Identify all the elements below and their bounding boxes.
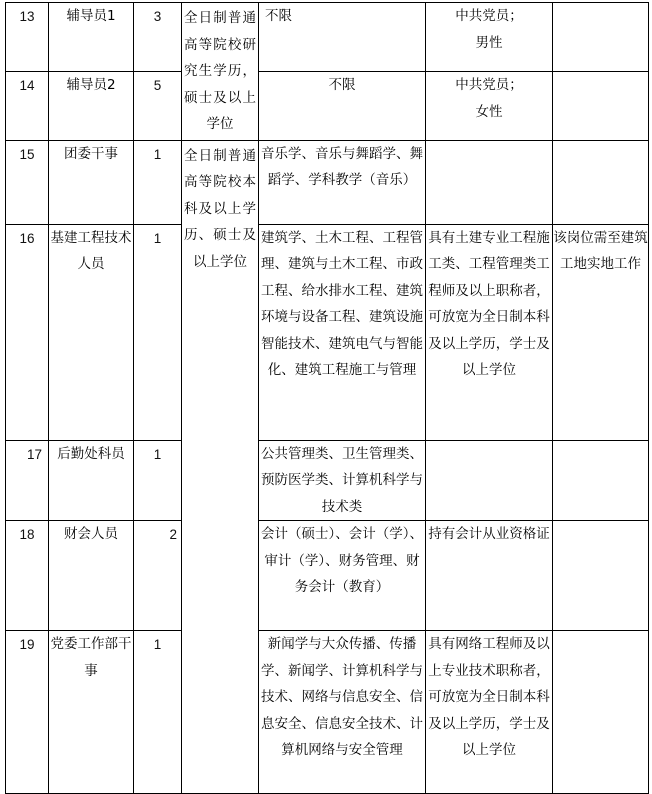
table-row	[6, 521, 649, 631]
education-requirement: 全日制普通高等院校研究生学历，硕士及以上学位	[182, 3, 259, 141]
position-name: 后勤处科员	[49, 440, 134, 521]
row-number: 19	[6, 631, 49, 794]
headcount: 1	[134, 140, 182, 224]
row-number: 13	[6, 3, 49, 72]
position-name: 党委工作部干事	[49, 631, 134, 794]
other-line: 女性	[475, 103, 503, 120]
table-row	[6, 440, 649, 521]
table-row	[6, 140, 649, 224]
other-requirement	[426, 3, 553, 72]
row-number: 15	[6, 140, 49, 224]
major-requirement: 新闻学与大众传播、传播学、新闻学、计算机科学与技术、网络与信息安全、信息安全、信息安全技术、计算机网络与安全管理	[259, 631, 426, 794]
major-requirement: 不限	[259, 3, 426, 72]
position-name: 辅导员1	[49, 3, 134, 72]
recruitment-table	[5, 2, 649, 794]
major-requirement: 音乐学、音乐与舞蹈学、舞蹈学、学科教学（音乐）	[259, 140, 426, 224]
other-line: 中共党员；	[455, 77, 523, 94]
note	[553, 3, 649, 72]
row-number: 18	[6, 521, 49, 631]
major-requirement: 公共管理类、卫生管理类、预防医学类、计算机科学与技术类	[259, 440, 426, 521]
note	[553, 440, 649, 521]
headcount: 1	[134, 631, 182, 794]
note: 该岗位需至建筑工地实地工作	[553, 224, 649, 440]
table-row	[6, 224, 649, 440]
other-line: 中共党员；	[455, 8, 523, 24]
headcount: 3	[134, 3, 182, 72]
headcount: 5	[134, 72, 182, 140]
headcount: 1	[134, 224, 182, 440]
headcount: 1	[134, 440, 182, 521]
position-name: 基建工程技术人员	[49, 224, 134, 440]
position-name: 辅导员2	[49, 72, 134, 140]
other-requirement	[426, 72, 553, 140]
row-number: 17	[6, 440, 49, 521]
major-requirement: 不限	[259, 72, 426, 140]
major-requirement: 会计（硕士）、会计（学）、审计（学）、财务管理、财务会计（教育）	[259, 521, 426, 631]
education-requirement: 全日制普通高等院校本科及以上学历、硕士及以上学位	[182, 140, 259, 794]
note	[553, 521, 649, 631]
headcount: 2	[134, 521, 182, 631]
other-line: 男性	[475, 34, 503, 51]
table-row	[6, 72, 649, 140]
table-row	[6, 631, 649, 794]
other-requirement: 持有会计从业资格证	[426, 521, 553, 631]
other-requirement: 具有土建专业工程施工类、工程管理类工程师及以上职称者，可放宽为全日制本科及以上学历，学士及以上学位	[426, 224, 553, 440]
other-requirement	[426, 440, 553, 521]
position-name: 财会人员	[49, 521, 134, 631]
note	[553, 140, 649, 224]
row-number: 16	[6, 224, 49, 440]
table-row	[6, 3, 649, 72]
position-name: 团委干事	[49, 140, 134, 224]
other-requirement: 具有网络工程师及以上专业技术职称者，可放宽为全日制本科及以上学历，学士及以上学位	[426, 631, 553, 794]
other-requirement	[426, 140, 553, 224]
row-number: 14	[6, 72, 49, 140]
major-requirement: 建筑学、土木工程、工程管理、建筑与土木工程、市政工程、给水排水工程、建筑环境与设备工程、建筑设施智能技术、建筑电气与智能化、建筑工程施工与管理	[259, 224, 426, 440]
note	[553, 72, 649, 140]
note	[553, 631, 649, 794]
